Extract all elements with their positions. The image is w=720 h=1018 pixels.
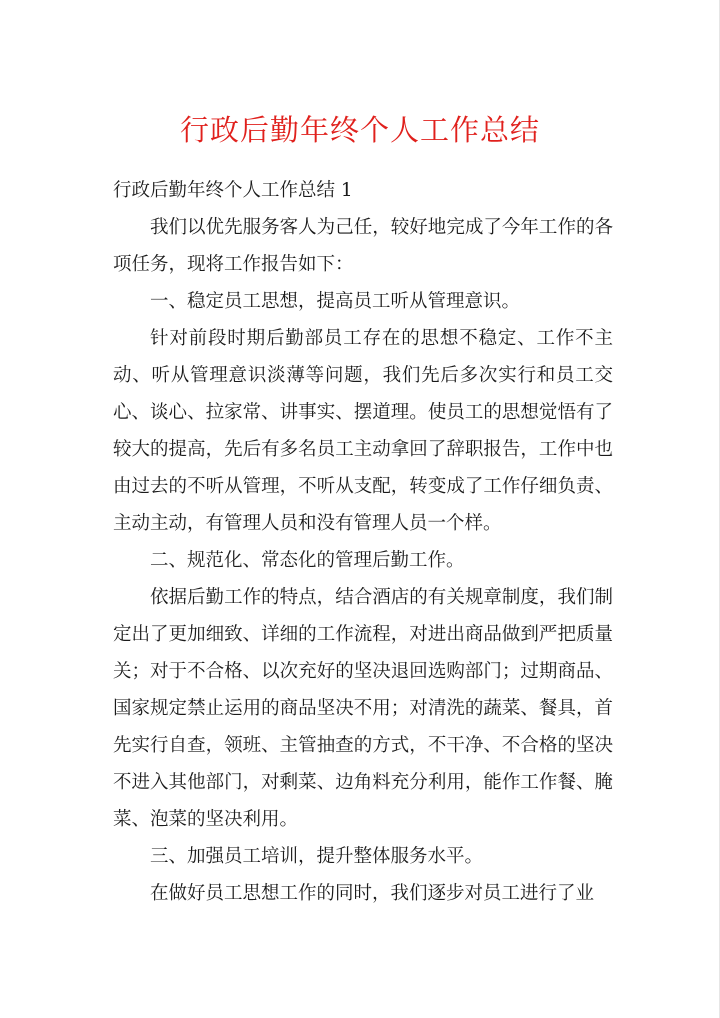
section-heading-2: 二、规范化、常态化的管理后勤工作。 xyxy=(150,550,465,571)
paragraph-section-3: 在做好员工思想工作的同时，我们逐步对员工进行了业 xyxy=(150,883,595,904)
document-title: 行政后勤年终个人工作总结 xyxy=(179,113,540,147)
document-subtitle: 行政后勤年终个人工作总结 1 xyxy=(113,180,353,201)
document-body xyxy=(113,172,613,912)
paragraph-section-2: 依据后勤工作的特点，结合酒店的有关规章制度，我们制定出了更加细致、详细的工作流程，对进出商品做到严把质量关；对于不合格、以次充好的坚决退回选购部门；过期商品、国家规定禁止运用的商品坚决不用；对清洗的蔬菜、餐具，首先实行自查，领班、主管抽查的方式，不干净、不合格的坚决不进入其他部门，对剩菜、边角料充分利用，能作工作餐、腌菜、泡菜的坚决利用。 xyxy=(113,587,613,830)
paragraph-intro: 我们以优先服务客人为己任，较好地完成了今年工作的各项任务，现将工作报告如下： xyxy=(113,217,613,275)
paragraph-section-1: 针对前段时期后勤部员工存在的思想不稳定、工作不主动、听从管理意识淡薄等问题，我们先后多次实行和员工交心、谈心、拉家常、讲事实、摆道理。使员工的思想觉悟有了较大的提高，先后有多名员工主动拿回了辞职报告，工作中也由过去的不听从管理，不听从支配，转变成了工作仔细负责、主动主动，有管理人员和没有管理人员一个样。 xyxy=(113,328,613,534)
section-heading-3: 三、加强员工培训，提升整体服务水平。 xyxy=(150,846,484,867)
section-heading-1: 一、稳定员工思想，提高员工听从管理意识。 xyxy=(150,291,521,312)
